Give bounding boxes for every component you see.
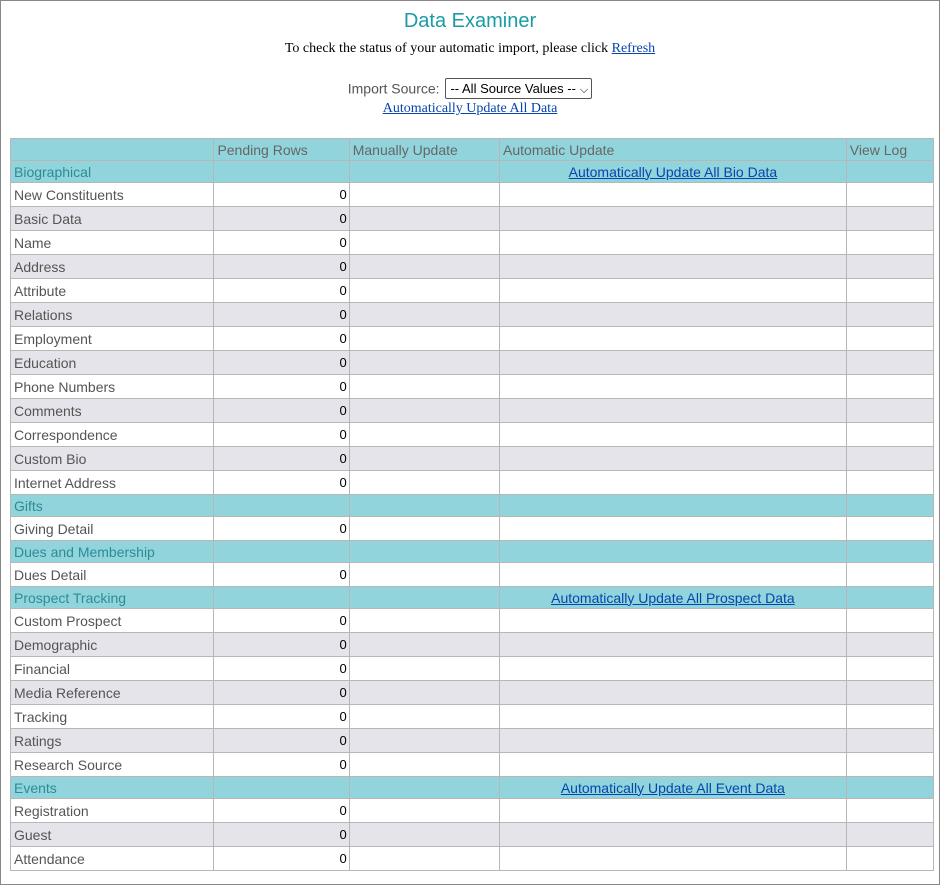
pending-rows-count: 0 [214, 279, 348, 302]
view-log-cell [847, 517, 933, 540]
table-row [11, 255, 933, 278]
automatic-update-cell [500, 657, 846, 680]
row-label: Attendance [11, 847, 213, 870]
update-all-data-link[interactable]: Automatically Update All Data [382, 101, 558, 116]
column-header-view-log: View Log [847, 139, 933, 160]
update-all-row [1, 101, 939, 117]
view-log-cell [847, 399, 933, 422]
manually-update-cell [350, 231, 499, 254]
table-row [11, 847, 933, 870]
pending-rows-count: 0 [214, 753, 348, 776]
pending-rows-count: 0 [214, 447, 348, 470]
automatic-update-cell [500, 681, 846, 704]
manually-update-cell [350, 729, 499, 752]
import-source-label: Import Source: [347, 80, 440, 97]
pending-rows-count: 0 [214, 563, 348, 586]
automatic-update-cell [500, 327, 846, 350]
view-log-cell [847, 303, 933, 326]
row-label: Phone Numbers [11, 375, 213, 398]
section-empty-cell [214, 777, 348, 798]
automatic-update-cell [500, 705, 846, 728]
table-row [11, 183, 933, 206]
section-empty-cell [847, 777, 933, 798]
section-auto-update-cell [500, 541, 846, 562]
section-title: Prospect Tracking [11, 587, 213, 608]
section-empty-cell [214, 161, 348, 182]
section-empty-cell [214, 587, 348, 608]
section-empty-cell [350, 587, 499, 608]
section-row [11, 495, 933, 516]
manually-update-cell [350, 705, 499, 728]
manually-update-cell [350, 681, 499, 704]
row-label: Registration [11, 799, 213, 822]
row-label: Employment [11, 327, 213, 350]
view-log-cell [847, 633, 933, 656]
auto-update-section-link[interactable]: Automatically Update All Event Data [560, 779, 785, 796]
view-log-cell [847, 279, 933, 302]
data-examiner-table [10, 138, 934, 871]
row-label: Correspondence [11, 423, 213, 446]
view-log-cell [847, 207, 933, 230]
section-empty-cell [214, 495, 348, 516]
manually-update-cell [350, 279, 499, 302]
row-label: Custom Bio [11, 447, 213, 470]
view-log-cell [847, 681, 933, 704]
view-log-cell [847, 563, 933, 586]
section-empty-cell [350, 541, 499, 562]
row-label: Financial [11, 657, 213, 680]
automatic-update-cell [500, 609, 846, 632]
row-label: Education [11, 351, 213, 374]
pending-rows-count: 0 [214, 517, 348, 540]
automatic-update-cell [500, 729, 846, 752]
section-empty-cell [350, 777, 499, 798]
section-auto-update-cell [500, 777, 846, 798]
pending-rows-count: 0 [214, 823, 348, 846]
pending-rows-count: 0 [214, 423, 348, 446]
row-label: Guest [11, 823, 213, 846]
section-row [11, 587, 933, 608]
manually-update-cell [350, 207, 499, 230]
table-row [11, 375, 933, 398]
view-log-cell [847, 657, 933, 680]
table-row [11, 471, 933, 494]
manually-update-cell [350, 563, 499, 586]
section-row [11, 777, 933, 798]
auto-update-section-link[interactable]: Automatically Update All Prospect Data [551, 589, 795, 606]
column-header-pending-rows: Pending Rows [214, 139, 348, 160]
view-log-cell [847, 609, 933, 632]
section-title: Dues and Membership [11, 541, 213, 562]
table-header-row [11, 139, 933, 160]
table-row [11, 799, 933, 822]
view-log-cell [847, 327, 933, 350]
page-title: Data Examiner [403, 10, 537, 32]
automatic-update-cell [500, 471, 846, 494]
automatic-update-cell [500, 517, 846, 540]
pending-rows-count: 0 [214, 799, 348, 822]
section-auto-update-cell [500, 161, 846, 182]
view-log-cell [847, 447, 933, 470]
row-label: Demographic [11, 633, 213, 656]
manually-update-cell [350, 609, 499, 632]
pending-rows-count: 0 [214, 231, 348, 254]
row-label: Tracking [11, 705, 213, 728]
pending-rows-count: 0 [214, 351, 348, 374]
section-auto-update-cell [500, 495, 846, 516]
view-log-cell [847, 729, 933, 752]
manually-update-cell [350, 517, 499, 540]
row-label: Dues Detail [11, 563, 213, 586]
automatic-update-cell [500, 399, 846, 422]
pending-rows-count: 0 [214, 255, 348, 278]
table-row [11, 231, 933, 254]
table-row [11, 823, 933, 846]
table-row [11, 657, 933, 680]
status-text: To check the status of your automatic import, please click [284, 41, 612, 56]
pending-rows-count: 0 [214, 705, 348, 728]
import-source-value: -- All Source Values -- [450, 81, 576, 96]
manually-update-cell [350, 327, 499, 350]
section-title: Gifts [11, 495, 213, 516]
automatic-update-cell [500, 303, 846, 326]
pending-rows-count: 0 [214, 681, 348, 704]
import-source-row [1, 78, 939, 99]
table-row [11, 327, 933, 350]
section-empty-cell [350, 495, 499, 516]
row-label: Name [11, 231, 213, 254]
table-row [11, 399, 933, 422]
section-title: Biographical [11, 161, 213, 182]
table-row [11, 729, 933, 752]
manually-update-cell [350, 423, 499, 446]
row-label: Research Source [11, 753, 213, 776]
table-row [11, 517, 933, 540]
row-label: Comments [11, 399, 213, 422]
view-log-cell [847, 375, 933, 398]
table-row [11, 753, 933, 776]
automatic-update-cell [500, 633, 846, 656]
table-row [11, 705, 933, 728]
section-row [11, 161, 933, 182]
view-log-cell [847, 705, 933, 728]
row-label: Address [11, 255, 213, 278]
section-empty-cell [214, 541, 348, 562]
pending-rows-count: 0 [214, 327, 348, 350]
automatic-update-cell [500, 255, 846, 278]
manually-update-cell [350, 351, 499, 374]
column-header-automatic-update: Automatic Update [500, 139, 846, 160]
manually-update-cell [350, 447, 499, 470]
row-label: Internet Address [11, 471, 213, 494]
auto-update-section-link[interactable]: Automatically Update All Bio Data [568, 163, 778, 180]
manually-update-cell [350, 303, 499, 326]
pending-rows-count: 0 [214, 471, 348, 494]
view-log-cell [847, 799, 933, 822]
section-row [11, 541, 933, 562]
automatic-update-cell [500, 207, 846, 230]
pending-rows-count: 0 [214, 399, 348, 422]
section-empty-cell [350, 161, 499, 182]
row-label: Media Reference [11, 681, 213, 704]
column-header-category [11, 139, 213, 160]
automatic-update-cell [500, 823, 846, 846]
view-log-cell [847, 255, 933, 278]
view-log-cell [847, 183, 933, 206]
automatic-update-cell [500, 183, 846, 206]
table-row [11, 633, 933, 656]
manually-update-cell [350, 799, 499, 822]
manually-update-cell [350, 471, 499, 494]
table-row [11, 447, 933, 470]
row-label: New Constituents [11, 183, 213, 206]
automatic-update-cell [500, 279, 846, 302]
table-row [11, 279, 933, 302]
manually-update-cell [350, 183, 499, 206]
view-log-cell [847, 823, 933, 846]
import-source-select[interactable] [445, 78, 592, 99]
row-label: Giving Detail [11, 517, 213, 540]
manually-update-cell [350, 657, 499, 680]
row-label: Ratings [11, 729, 213, 752]
view-log-cell [847, 471, 933, 494]
section-empty-cell [847, 161, 933, 182]
manually-update-cell [350, 847, 499, 870]
automatic-update-cell [500, 231, 846, 254]
pending-rows-count: 0 [214, 729, 348, 752]
view-log-cell [847, 753, 933, 776]
chevron-down-icon: ⌵ [579, 84, 589, 96]
table-row [11, 207, 933, 230]
section-empty-cell [847, 541, 933, 562]
manually-update-cell [350, 255, 499, 278]
automatic-update-cell [500, 563, 846, 586]
section-empty-cell [847, 587, 933, 608]
manually-update-cell [350, 399, 499, 422]
pending-rows-count: 0 [214, 207, 348, 230]
manually-update-cell [350, 753, 499, 776]
automatic-update-cell [500, 423, 846, 446]
table-row [11, 351, 933, 374]
row-label: Attribute [11, 279, 213, 302]
automatic-update-cell [500, 375, 846, 398]
table-body [11, 161, 933, 870]
automatic-update-cell [500, 447, 846, 470]
manually-update-cell [350, 633, 499, 656]
row-label: Relations [11, 303, 213, 326]
section-auto-update-cell [500, 587, 846, 608]
manually-update-cell [350, 823, 499, 846]
table-row [11, 609, 933, 632]
refresh-link[interactable]: Refresh [611, 41, 656, 56]
section-title: Events [11, 777, 213, 798]
pending-rows-count: 0 [214, 847, 348, 870]
view-log-cell [847, 351, 933, 374]
row-label: Custom Prospect [11, 609, 213, 632]
view-log-cell [847, 423, 933, 446]
automatic-update-cell [500, 847, 846, 870]
column-header-manually-update: Manually Update [350, 139, 499, 160]
automatic-update-cell [500, 799, 846, 822]
table-row [11, 681, 933, 704]
table-row [11, 563, 933, 586]
pending-rows-count: 0 [214, 609, 348, 632]
row-label: Basic Data [11, 207, 213, 230]
view-log-cell [847, 231, 933, 254]
automatic-update-cell [500, 753, 846, 776]
pending-rows-count: 0 [214, 657, 348, 680]
pending-rows-count: 0 [214, 183, 348, 206]
view-log-cell [847, 847, 933, 870]
table-row [11, 303, 933, 326]
pending-rows-count: 0 [214, 375, 348, 398]
section-empty-cell [847, 495, 933, 516]
status-instructions [1, 41, 939, 57]
automatic-update-cell [500, 351, 846, 374]
table-row [11, 423, 933, 446]
manually-update-cell [350, 375, 499, 398]
pending-rows-count: 0 [214, 303, 348, 326]
pending-rows-count: 0 [214, 633, 348, 656]
